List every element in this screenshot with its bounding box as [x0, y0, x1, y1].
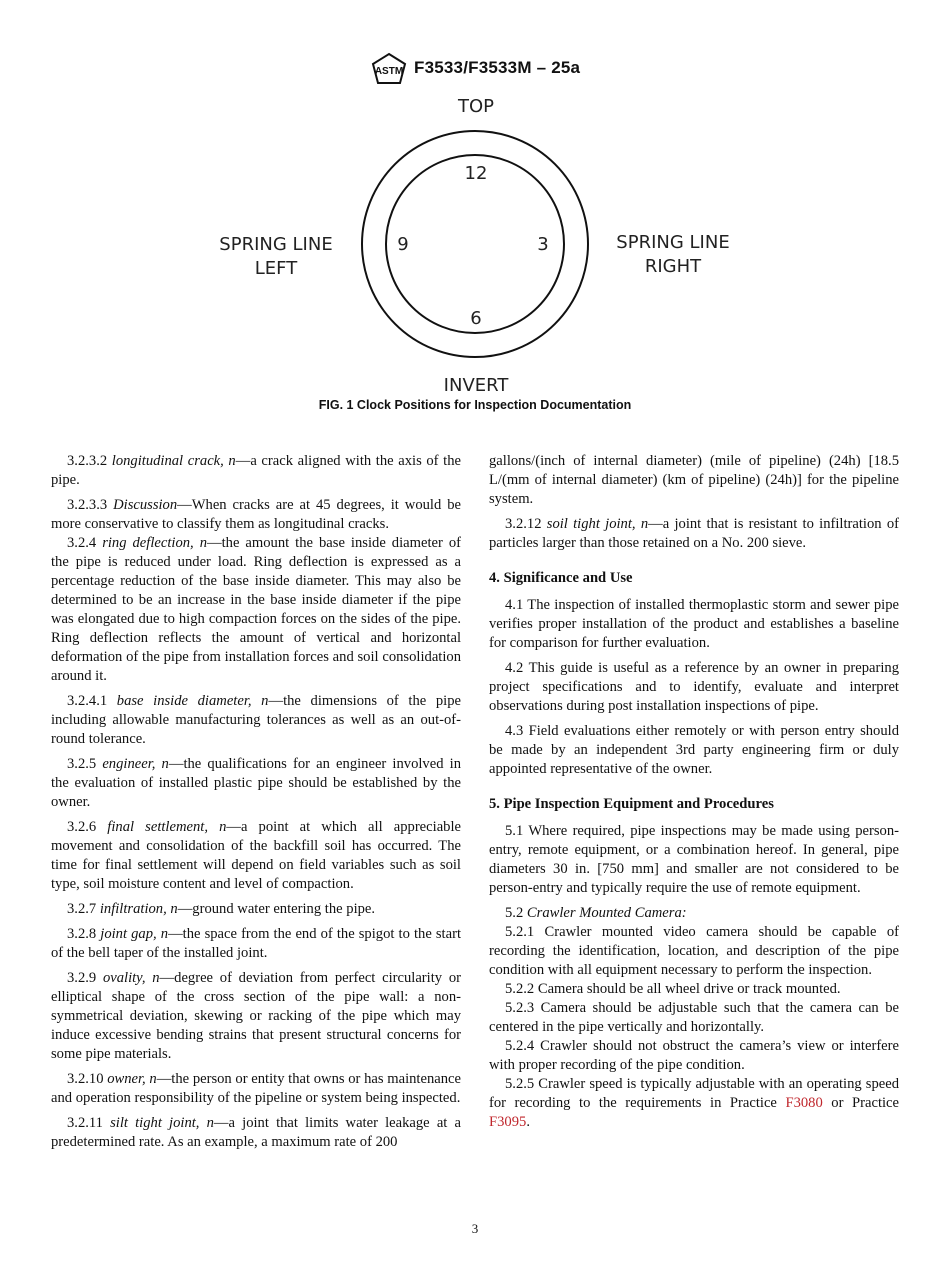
- label-spring-right-2: RIGHT: [644, 256, 702, 277]
- def-number: 3.2.3.2: [67, 453, 108, 469]
- subsection-heading: [489, 904, 899, 923]
- clock-3: 3: [537, 234, 549, 255]
- label-spring-left-1: SPRING LINE: [219, 234, 333, 255]
- right-column: [489, 452, 899, 1132]
- section-paragraph: 4.2 This guide is useful as a reference by an owner in preparing project specifications and to identify, evaluate and interpret observations during post installation inspections of pipe.: [489, 660, 899, 714]
- paragraph-text: or Practice: [822, 1095, 900, 1111]
- section-paragraph: 5.2.1 Crawler mounted video camera should be capable of recording the identification, location, and description of the pipe condition with all equipment necessary to perform the inspection.: [489, 924, 899, 978]
- practice-f3080-link[interactable]: F3080: [785, 1095, 823, 1111]
- definition-paragraph: [51, 818, 461, 894]
- clock-diagram: [0, 90, 950, 400]
- subsection-number: 5.2: [505, 905, 524, 921]
- def-number: 3.2.11: [67, 1115, 103, 1131]
- def-term: base inside diameter, n: [116, 693, 269, 709]
- definition-paragraph: [51, 969, 461, 1064]
- definition-paragraph: [51, 900, 461, 919]
- figure-caption: FIG. 1 Clock Positions for Inspection Documentation: [318, 398, 632, 412]
- label-spring-left-2: LEFT: [254, 258, 298, 279]
- logo-text: ASTM: [374, 66, 404, 77]
- def-number: 3.2.4.1: [67, 693, 108, 709]
- clock-12: 12: [464, 163, 488, 184]
- paragraph-text: .: [526, 1114, 530, 1130]
- def-text: —When cracks are at 45 degrees, it would be more conservative to classify them as longitudinal cracks.: [51, 497, 461, 532]
- def-term: soil tight joint, n: [546, 516, 649, 532]
- page-header: [0, 52, 950, 88]
- def-text: —a joint that limits water leakage at a predetermined rate. As an example, a maximum rate of 200: [51, 1115, 461, 1150]
- def-number: 3.2.5: [67, 756, 97, 772]
- def-term: Discussion: [113, 497, 178, 513]
- definition-paragraph: [51, 1114, 461, 1152]
- clock-9: 9: [397, 234, 409, 255]
- def-number: 3.2.4: [67, 535, 97, 551]
- paragraph-text: 5.2.5 Crawler speed is typically adjustable with an operating speed for recording to the requirements in Practice: [489, 1076, 899, 1111]
- section-paragraph: 4.3 Field evaluations either remotely or with person entry should be made by an independent 3rd party engineering firm or duly appointed representative of the owner.: [489, 723, 899, 777]
- definition-paragraph: [489, 515, 899, 553]
- left-column: [51, 452, 461, 1158]
- definition-paragraph: [51, 692, 461, 749]
- document-id: F3533/F3533M – 25a: [414, 58, 581, 77]
- def-term: final settlement, n: [107, 819, 227, 835]
- continued-paragraph: gallons/(inch of internal diameter) (mile of pipeline) (24h) [18.5 L/(mm of internal diameter) (km of pipeline) (24h)] for the pipeline system.: [489, 453, 899, 507]
- def-number: 3.2.3.3: [67, 497, 108, 513]
- clock-6: 6: [470, 308, 482, 329]
- def-text: —the qualifications for an engineer involved in the evaluation of installed plastic pipe should be established by the owner.: [51, 756, 461, 810]
- label-spring-right-1: SPRING LINE: [616, 232, 730, 253]
- def-number: 3.2.10: [67, 1071, 104, 1087]
- def-term: joint gap, n: [100, 926, 169, 942]
- section-paragraph: 5.1 Where required, pipe inspections may be made using person-entry, remote equipment, or a combination hereof. In general, pipe diameters 30 in. [750 mm] and smaller are not considered to be person-entry and typically require the use of remote equipment.: [489, 823, 899, 896]
- definition-paragraph: [51, 925, 461, 963]
- def-text: —the dimensions of the pipe including allowable manufacturing tolerances as well as an out-of-round tolerance.: [51, 693, 461, 747]
- def-term: infiltration, n: [99, 901, 178, 917]
- def-text: —the space from the end of the spigot to the start of the bell taper of the installed joint.: [51, 926, 462, 961]
- def-text: —degree of deviation from perfect circularity or elliptical shape of the cross section of the pipe wall: a non-symmetrical deviation, skewing or racking of the pipe which may induce excessive bending strains that present structural concerns for some pipe materials.: [51, 970, 461, 1062]
- practice-f3095-link[interactable]: F3095: [489, 1114, 527, 1130]
- def-text: —the person or entity that owns or has maintenance and operation responsibility of the pipeline or system being inspected.: [51, 1071, 461, 1106]
- definition-paragraph: [51, 452, 461, 490]
- section-paragraph: 5.2.3 Camera should be adjustable such that the camera can be centered in the pipe vertically and horizontally.: [489, 1000, 899, 1035]
- def-term: silt tight joint, n: [110, 1115, 214, 1131]
- def-term: engineer, n: [102, 756, 169, 772]
- astm-logo-icon: [370, 52, 408, 86]
- definition-paragraph: [51, 1070, 461, 1108]
- def-text: —ground water entering the pipe.: [177, 901, 376, 917]
- def-text: —a crack aligned with the axis of the pipe.: [51, 453, 461, 488]
- section-paragraph: 5.2.4 Crawler should not obstruct the camera’s view or interfere with proper recording of the pipe condition.: [489, 1038, 899, 1073]
- def-number: 3.2.9: [67, 970, 97, 986]
- section-paragraph: [489, 1075, 899, 1132]
- label-invert: INVERT: [443, 375, 509, 396]
- def-term: longitudinal crack, n: [111, 453, 236, 469]
- section-heading: 4. Significance and Use: [489, 570, 633, 586]
- def-text: —the amount the base inside diameter of the pipe is reduced under load. Ring deflection is expressed as a percentage reduction of the base inside diameter. This may also be determined to be an increase in the base inside diameter if the pipe was elongated due to high compaction forces on the sides of the pipe. Ring deflection reflects the amount of vertical and horizontal deformation of the pipe from installation forces and soil consolidation around it.: [51, 535, 461, 684]
- section-heading: 5. Pipe Inspection Equipment and Procedures: [489, 796, 774, 812]
- def-number: 3.2.6: [67, 819, 97, 835]
- label-top: TOP: [457, 96, 495, 117]
- def-number: 3.2.12: [505, 516, 542, 532]
- def-term: ovality, n: [102, 970, 160, 986]
- page-number: 3: [471, 1221, 479, 1236]
- def-term: ring deflection, n: [102, 535, 207, 551]
- def-number: 3.2.8: [67, 926, 97, 942]
- section-paragraph: 5.2.2 Camera should be all wheel drive or track mounted.: [505, 981, 841, 997]
- def-number: 3.2.7: [67, 901, 97, 917]
- def-text: —a point at which all appreciable movement and consolidation of the backfill soil has occurred. The time for final settlement will depend on field variables such as soil type, soil moisture content and level of compaction.: [51, 819, 461, 892]
- definition-paragraph: [51, 755, 461, 812]
- clock-position-figure: [0, 90, 950, 400]
- def-text: —a joint that is resistant to infiltration of particles larger than those retained on a No. 200 sieve.: [489, 516, 900, 551]
- subsection-title: Crawler Mounted Camera:: [526, 905, 687, 921]
- def-term: owner, n: [107, 1071, 157, 1087]
- section-paragraph: 4.1 The inspection of installed thermoplastic storm and sewer pipe verifies proper installation of the product and establishes a baseline for comparison for further evaluation.: [489, 597, 899, 651]
- definition-paragraph: [51, 534, 461, 686]
- definition-paragraph: [51, 496, 461, 534]
